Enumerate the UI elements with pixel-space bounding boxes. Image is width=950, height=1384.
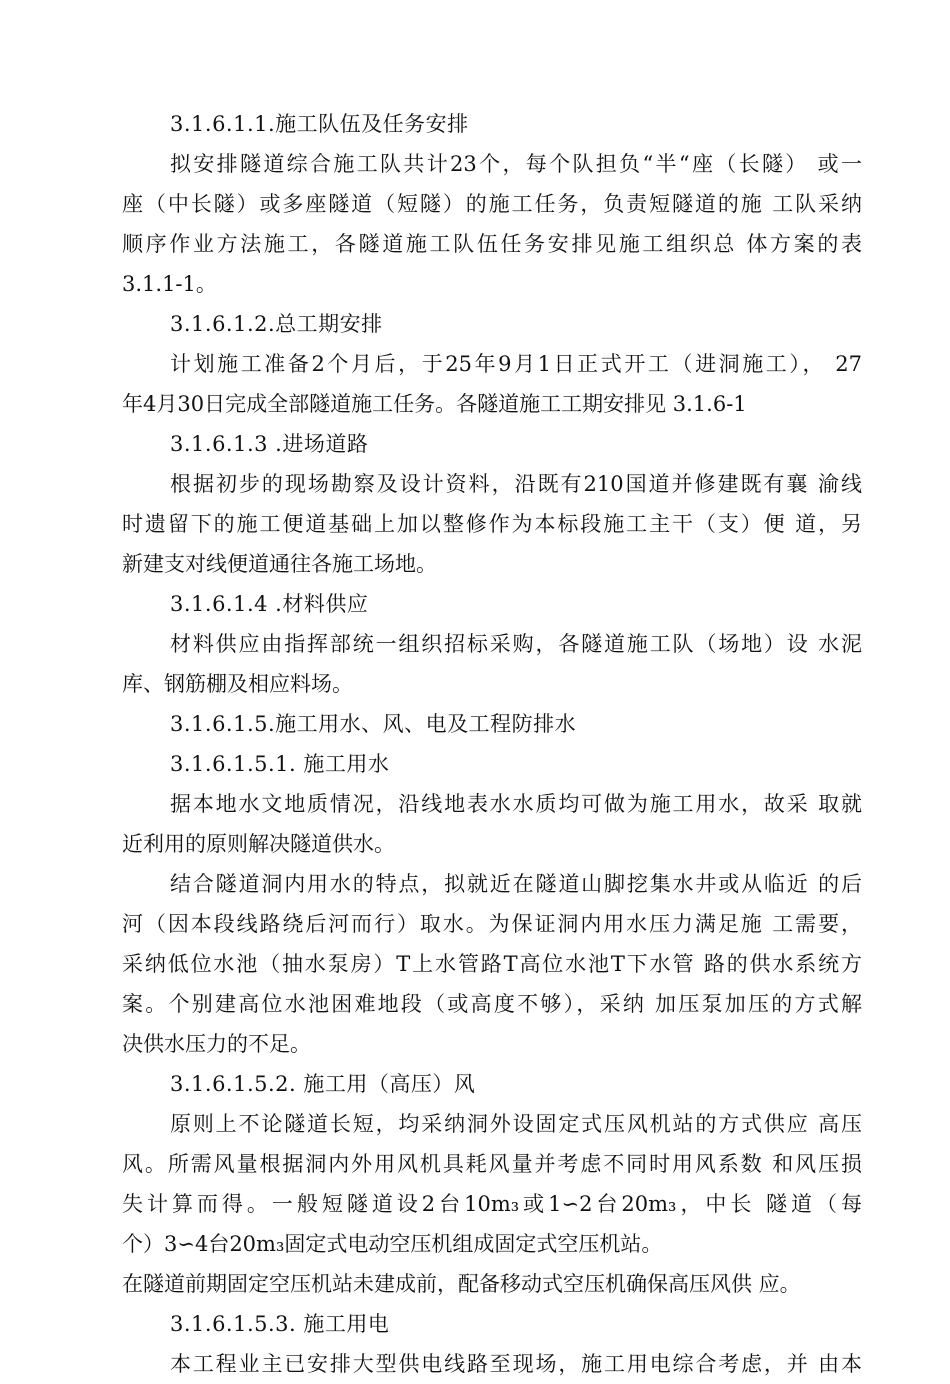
paragraph-line: 计划施工准备2个月后，于25年9月1日正式开工（进洞施工）， 27 (170, 352, 862, 376)
paragraph-line: 材料供应由指挥部统一组织招标采购，各隧道施工队（场地）设 水泥 (170, 632, 862, 656)
paragraph-line: 个）3∽4台20m₃固定式电动空压机组成固定式空压机站。 (122, 1232, 663, 1256)
section-heading-3-1-6-1-3: 3.1.6.1.3 .进场道路 (170, 432, 369, 456)
paragraph-line: 案。个别建高位水池困难地段（或高度不够），采纳 加压泵加压的方式解 (122, 992, 862, 1016)
section-heading-3-1-6-1-5: 3.1.6.1.5.施工用水、风、电及工程防排水 (170, 712, 577, 736)
paragraph-line: 决供水压力的不足。 (122, 1032, 311, 1056)
paragraph-line: 在隧道前期固定空压机站未建成前，配备移动式空压机确保高压风供 应。 (122, 1272, 801, 1296)
paragraph-line: 年4月30日完成全部隧道施工任务。各隧道施工工期安排见 3.1.6-1 (122, 392, 747, 416)
section-heading-3-1-6-1-1: 3.1.6.1.1.施工队伍及任务安排 (170, 112, 469, 136)
section-heading-3-1-6-1-5-2: 3.1.6.1.5.2. 施工用（高压）风 (170, 1072, 476, 1096)
section-heading-3-1-6-1-2: 3.1.6.1.2.总工期安排 (170, 312, 383, 336)
paragraph-line: 失计算而得。一般短隧道设2台10m₃或1∽2台20m₃，中长 隧道（每 (122, 1192, 862, 1216)
document-body (122, 104, 862, 1384)
paragraph-line: 据本地水文地质情况，沿线地表水水质均可做为施工用水，故采 取就 (170, 792, 862, 816)
paragraph-line: 原则上不论隧道长短，均采纳洞外设固定式压风机站的方式供应 高压 (170, 1112, 862, 1136)
paragraph-line: 时遗留下的施工便道基础上加以整修作为本标段施工主干（支）便 道，另 (122, 512, 862, 536)
paragraph-line: 根据初步的现场勘察及设计资料，沿既有210国道并修建既有襄 渝线 (170, 472, 862, 496)
paragraph-line: 拟安排隧道综合施工队共计23个，每个队担负“半“座（长隧） 或一 (170, 152, 862, 176)
paragraph-line: 本工程业主已安排大型供电线路至现场，施工用电综合考虑，并 由本 (170, 1352, 862, 1376)
paragraph-line: 顺序作业方法施工，各隧道施工队伍任务安排见施工组织总 体方案的表 (122, 232, 862, 256)
paragraph-line: 近利用的原则解决隧道供水。 (122, 832, 395, 856)
paragraph-line: 采纳低位水池（抽水泵房）T上水管路T高位水池T下水管 路的供水系统方 (122, 952, 862, 976)
section-heading-3-1-6-1-5-1: 3.1.6.1.5.1. 施工用水 (170, 752, 390, 776)
paragraph-line: 库、钢筋棚及相应料场。 (122, 672, 353, 696)
section-heading-3-1-6-1-5-3: 3.1.6.1.5.3. 施工用电 (170, 1312, 390, 1336)
section-heading-3-1-6-1-4: 3.1.6.1.4 .材料供应 (170, 592, 369, 616)
paragraph-line: 新建支对线便道通往各施工场地。 (122, 552, 437, 576)
paragraph-line: 风。所需风量根据洞内外用风机具耗风量并考虑不同时用风系数 和风压损 (122, 1152, 862, 1176)
paragraph-line: 3.1.1-1。 (122, 272, 217, 296)
paragraph-line: 河（因本段线路绕后河而行）取水。为保证洞内用水压力满足施 工需要， (122, 912, 862, 936)
paragraph-line: 结合隧道洞内用水的特点，拟就近在隧道山脚挖集水井或从临近 的后 (170, 872, 862, 896)
paragraph-line: 座（中长隧）或多座隧道（短隧）的施工任务，负责短隧道的施 工队采纳 (122, 192, 862, 216)
